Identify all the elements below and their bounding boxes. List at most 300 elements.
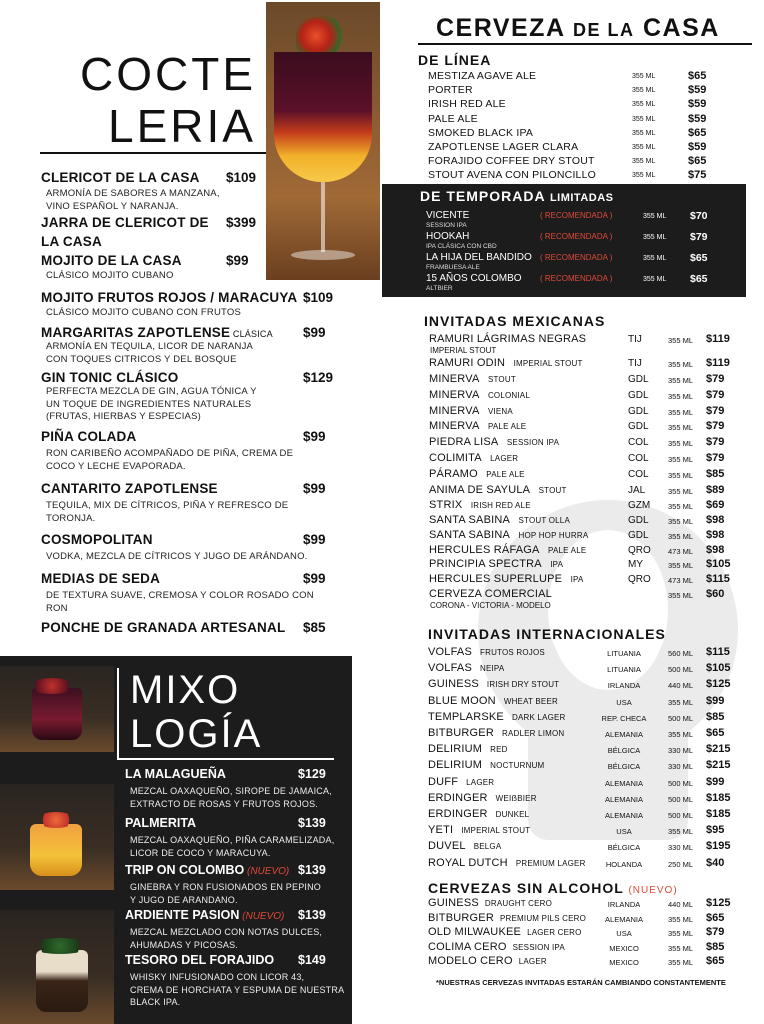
- na-beer-volume: 440 ML: [668, 900, 694, 909]
- recommended-badge: ( RECOMENDADA ): [540, 274, 613, 283]
- intl-beer-price: $65: [706, 727, 725, 739]
- guest-beer-origin: TIJ: [628, 358, 642, 369]
- beer-volume: 355 ML: [632, 129, 656, 137]
- guest-beer-price: $79: [706, 405, 725, 417]
- guest-beer-volume: 355 ML: [668, 408, 694, 417]
- intl-beer-name: DUFF LAGER: [428, 775, 495, 788]
- mexicanas-heading: [424, 313, 605, 329]
- guest-beer-name: STRIX IRISH RED ALE: [429, 499, 531, 511]
- intl-beer-name: VOLFAS FRUTOS ROJOS: [428, 646, 545, 658]
- na-beer-price: $79: [706, 926, 725, 938]
- temporada-heading-label: DE TEMPORADA: [420, 188, 546, 204]
- guest-beer-price: $79: [706, 373, 725, 385]
- intl-beer-price: $40: [706, 856, 725, 869]
- cocktail-price: $85: [303, 620, 326, 635]
- beer-name: MESTIZA AGAVE ALE: [428, 70, 537, 82]
- intl-beer-volume: 500 ML: [668, 794, 694, 804]
- guest-beer-origin: MY: [628, 559, 643, 570]
- seasonal-beer-price: $79: [690, 231, 708, 243]
- mixology-drink-description: GINEBRA Y RON FUSIONADOS EN PEPINO: [130, 882, 322, 892]
- intl-beer-name: TEMPLARSKE DARK LAGER: [428, 710, 566, 723]
- cocktail-description: TORONJA.: [46, 512, 96, 524]
- cocktail-description: PERFECTA MEZCLA DE GIN, AGUA TÓNICA Y: [46, 386, 257, 397]
- cocktail-name: GIN TONIC CLÁSICO: [41, 370, 179, 385]
- guest-beer-price: $79: [706, 389, 725, 401]
- guest-beer-volume: 355 ML: [668, 561, 694, 570]
- guest-beer-style: IPA: [547, 560, 564, 569]
- recommended-badge: ( RECOMENDADA ): [540, 232, 613, 241]
- intl-beer-price: $185: [706, 791, 731, 804]
- cocktail-description: CON TOQUES CITRICOS Y DEL BOSQUE: [46, 353, 237, 365]
- cocktail-price: $109: [303, 290, 334, 305]
- intl-beer-style: IMPERIAL STOUT: [461, 826, 531, 836]
- section-divider: [40, 152, 266, 154]
- title-line: MIXO: [130, 668, 241, 712]
- section-divider: [117, 668, 119, 760]
- guest-beer-origin: COL: [628, 453, 649, 464]
- guest-beer-volume: 355 ML: [668, 591, 694, 600]
- guest-beer-style: STOUT OLLA: [516, 516, 570, 525]
- na-beer-country: ALEMANIA: [605, 914, 643, 924]
- guest-beer-origin: COL: [628, 437, 649, 448]
- beer-name: FORAJIDO COFFEE DRY STOUT: [428, 155, 595, 168]
- cocktail-name: LA CASA: [41, 234, 102, 249]
- guest-beer-style: STOUT: [536, 486, 567, 495]
- intl-beer-volume: 355 ML: [668, 697, 694, 707]
- nuevo-badge: (NUEVO): [628, 885, 678, 896]
- guest-beer-name: SANTA SABINA HOP HOP HURRA: [429, 529, 589, 541]
- na-beer-name: OLD MILWAUKEE LAGER CERO: [428, 926, 582, 938]
- glass-icon: [36, 950, 88, 1012]
- beer-price: $65: [688, 126, 707, 139]
- flower-icon: [36, 812, 76, 828]
- cocktail-description: CLÁSICO MOJITO CUBANO CON FRUTOS: [46, 307, 242, 318]
- beer-name: PORTER: [428, 84, 473, 97]
- intl-beer-country: ALEMANIA: [605, 730, 643, 739]
- beer-price: $65: [688, 70, 707, 82]
- guest-beer-price: $79: [706, 452, 725, 464]
- intl-beer-volume: 440 ML: [668, 681, 694, 691]
- seasonal-beer-price: $70: [690, 210, 708, 222]
- mixology-drink-description: MEZCAL OAXAQUEÑO, SIROPE DE JAMAICA,: [130, 786, 332, 796]
- cocktail-description: COCO Y LECHE EVAPORADA.: [46, 460, 186, 472]
- intl-beer-volume: 500 ML: [668, 665, 694, 675]
- beer-price: $59: [688, 141, 707, 153]
- intl-beer-price: $215: [706, 759, 731, 772]
- intl-beer-country: BÉLGICA: [607, 843, 641, 853]
- beer-name: SMOKED BLACK IPA: [428, 126, 534, 139]
- cocktail-description: (FRUTAS, HIERBAS Y ESPECIAS): [46, 411, 201, 422]
- cocktail-price: $99: [303, 429, 326, 444]
- intl-beer-price: $195: [706, 840, 731, 853]
- guest-beer-origin: COL: [628, 469, 649, 480]
- glass-foot: [291, 250, 355, 260]
- section-divider: [118, 758, 334, 760]
- cocktail-description: UN TOQUE DE INGREDIENTES NATURALES: [46, 398, 252, 410]
- na-beer-country: USA: [616, 929, 632, 938]
- beer-name: IRISH RED ALE: [428, 98, 506, 111]
- intl-beer-style: DUNKEL: [495, 810, 530, 819]
- intl-beer-name: DUVEL BELGA: [428, 840, 502, 853]
- intl-beer-volume: 355 ML: [668, 730, 694, 739]
- guest-beer-price: $85: [706, 468, 725, 480]
- guest-beer-volume: 473 ML: [668, 576, 694, 585]
- beer-volume: 355 ML: [632, 87, 656, 95]
- mixology-drink-description: WHISKY INFUSIONADO CON LICOR 43,: [130, 972, 305, 982]
- mixology-drink-price: $149: [298, 953, 326, 967]
- glass-stem: [321, 182, 325, 252]
- guest-beer-name: COLIMITA LAGER: [429, 452, 519, 464]
- guest-beer-name: MINERVA COLONIAL: [429, 389, 530, 401]
- guest-beer-origin: GDL: [628, 515, 649, 526]
- beer-volume: 355 ML: [632, 158, 656, 166]
- na-beer-style: LAGER: [518, 957, 547, 966]
- na-beer-country: MEXICO: [609, 958, 639, 967]
- na-beer-style: DRAUGHT CERO: [484, 899, 553, 908]
- guest-beer-volume: 355 ML: [668, 487, 694, 496]
- recommended-badge: ( RECOMENDADA ): [540, 253, 613, 262]
- guest-beer-volume: 355 ML: [668, 423, 694, 432]
- title-word: CERVEZA: [436, 14, 565, 42]
- cocktail-description: VINO ESPAÑOL Y NARANJA.: [46, 200, 179, 212]
- guest-beer-volume: 355 ML: [668, 502, 694, 511]
- mixology-drink-name: TRIP ON COLOMBO (NUEVO): [125, 863, 290, 877]
- beer-name: STOUT AVENA CON PILONCILLO: [428, 169, 597, 182]
- beer-volume: 355 ML: [632, 101, 656, 109]
- guest-beer-volume: 355 ML: [668, 376, 694, 385]
- glass-icon: [32, 688, 82, 740]
- intl-beer-country: ALEMANIA: [605, 811, 643, 820]
- guest-beer-volume: 355 ML: [668, 360, 694, 369]
- section-divider: [418, 43, 752, 45]
- intl-beer-style: BELGA: [473, 842, 502, 852]
- intl-beer-style: WEIẞBIER: [495, 793, 537, 803]
- intl-beer-country: HOLANDA: [605, 859, 643, 869]
- guest-beer-name: SANTA SABINA STOUT OLLA: [429, 514, 570, 526]
- guest-beer-volume: 355 ML: [668, 532, 694, 541]
- intl-beer-style: WHEAT BEER: [503, 696, 558, 706]
- cocktail-description: TEQUILA, MIX DE CÍTRICOS, PIÑA Y REFRESCO DE: [46, 500, 289, 511]
- guest-beer-style: VIENA: [485, 407, 513, 416]
- beer-price: $65: [688, 155, 707, 168]
- cocktail-description: VODKA, MEZCLA DE CÍTRICOS Y JUGO DE ARÁNDANO.: [46, 551, 308, 562]
- guest-beer-origin: GDL: [628, 421, 649, 432]
- guest-beer-name: RAMURI ODIN IMPERIAL STOUT: [429, 357, 583, 369]
- intl-beer-country: USA: [616, 697, 632, 707]
- guest-beer-name: HERCULES RÁFAGA PALE ALE: [429, 544, 587, 556]
- mixology-drink-name: TESORO DEL FORAJIDO: [125, 953, 275, 967]
- na-beer-style: SESSION IPA: [512, 942, 565, 952]
- intl-beer-name: DELIRIUM RED: [428, 743, 508, 756]
- intl-beer-name: DELIRIUM NOCTURNUM: [428, 759, 545, 772]
- cocktail-price: $99: [303, 571, 326, 586]
- na-beer-price: $85: [706, 940, 725, 953]
- intl-beer-price: $105: [706, 662, 731, 675]
- guest-beer-style: IMPERIAL STOUT: [511, 359, 583, 368]
- intl-beer-style: RED: [490, 745, 508, 755]
- guest-beer-volume: 355 ML: [668, 392, 694, 401]
- intl-beer-name: YETI IMPERIAL STOUT: [428, 824, 531, 837]
- intl-beer-price: $125: [706, 678, 731, 691]
- beer-volume: 355 ML: [632, 172, 656, 180]
- beer-volume: 355 ML: [632, 144, 656, 151]
- na-beer-volume: 355 ML: [668, 943, 694, 953]
- intl-beer-volume: 330 ML: [668, 843, 694, 853]
- cocktail-description: DE TEXTURA SUAVE, CREMOSA Y COLOR ROSADO CON: [46, 590, 314, 601]
- nuevo-badge: (NUEVO): [239, 911, 285, 922]
- guest-beer-style: SESSION IPA: [504, 438, 560, 447]
- intl-beer-name: BITBURGER RADLER LIMON: [428, 727, 565, 739]
- seasonal-beer-volume: 355 ML: [643, 276, 667, 283]
- intl-beer-price: $185: [706, 808, 731, 820]
- na-beer-name: BITBURGER PREMIUM PILS CERO: [428, 911, 587, 924]
- guest-beer-price: $115: [706, 573, 730, 585]
- intl-beer-country: ALEMANIA: [605, 778, 643, 788]
- guest-beer-price: $98: [706, 514, 725, 526]
- intl-beer-name: ROYAL DUTCH PREMIUM LAGER: [428, 856, 586, 869]
- na-beer-style: LAGER CERO: [527, 928, 582, 937]
- cocktail-description: CLÁSICO MOJITO CUBANO: [46, 270, 174, 281]
- intl-beer-price: $99: [706, 694, 725, 707]
- intl-beer-price: $85: [706, 710, 725, 723]
- guest-beer-price: $79: [706, 436, 725, 448]
- intl-beer-country: LITUANIA: [607, 665, 641, 675]
- guest-beer-price: $98: [706, 544, 725, 556]
- guest-beer-volume: 355 ML: [668, 455, 694, 464]
- na-beer-name: COLIMA CERO SESSION IPA: [428, 940, 565, 953]
- na-beer-volume: 355 ML: [668, 929, 694, 938]
- guest-beer-volume: 355 ML: [668, 471, 694, 480]
- intl-beer-volume: 250 ML: [668, 859, 694, 869]
- na-beer-country: IRLANDA: [607, 900, 641, 909]
- guest-beer-name: HERCULES SUPERLUPE IPA: [429, 573, 584, 585]
- cocktail-description: RON CARIBEÑO ACOMPAÑADO DE PIÑA, CREMA DE: [46, 448, 294, 459]
- beer-volume: 355 ML: [632, 73, 656, 80]
- intl-beer-style: DARK LAGER: [511, 712, 566, 722]
- guest-beer-price: $105: [706, 558, 731, 570]
- intl-beer-style: FRUTOS ROJOS: [480, 648, 545, 657]
- na-beer-name: GUINESS DRAUGHT CERO: [428, 897, 553, 909]
- intl-beer-style: LAGER: [466, 777, 495, 787]
- intl-beer-price: $95: [706, 824, 725, 837]
- guest-beer-name: PRINCIPIA SPECTRA IPA: [429, 558, 564, 570]
- beer-volume: 355 ML: [632, 115, 656, 123]
- mixology-drink-price: $139: [298, 863, 326, 877]
- intl-beer-style: NOCTURNUM: [490, 761, 545, 771]
- guest-beer-origin: GDL: [628, 406, 649, 417]
- cocktail-variant: CLÁSICA: [230, 329, 273, 339]
- intl-beer-country: BÉLGICA: [607, 762, 641, 772]
- guest-beer-volume: 355 ML: [668, 517, 694, 526]
- footnote: *NUESTRAS CERVEZAS INVITADAS ESTARÁN CAMBIANDO CONSTANTEMENTE: [436, 978, 726, 987]
- mixology-drink-name: PALMERITA: [125, 816, 197, 830]
- cocktail-price: $129: [303, 370, 334, 385]
- intl-beer-country: IRLANDA: [607, 681, 641, 691]
- na-beer-price: $125: [706, 897, 731, 909]
- intl-beer-style: IRISH DRY STOUT: [486, 680, 560, 690]
- mixology-drink-price: $139: [298, 816, 326, 830]
- recommended-badge: ( RECOMENDADA ): [540, 211, 613, 220]
- intl-beer-country: LITUANIA: [607, 649, 641, 658]
- mixology-drink-description: LICOR DE COCO Y MARACUYA.: [130, 847, 271, 858]
- cocktail-photo: [266, 2, 380, 280]
- guest-beer-name: RAMURI LÁGRIMAS NEGRAS: [429, 333, 587, 345]
- guest-beer-origin: TIJ: [628, 334, 642, 345]
- intl-beer-country: ALEMANIA: [605, 794, 643, 804]
- cocteleria-title: [76, 48, 256, 152]
- guest-beer-style: LAGER: [487, 454, 519, 463]
- beer-name: ZAPOTLENSE LAGER CLARA: [428, 141, 579, 153]
- cocktail-price: $99: [303, 481, 326, 496]
- na-beer-volume: 355 ML: [668, 958, 694, 967]
- guest-beer-volume: 473 ML: [668, 547, 694, 556]
- mixology-drink-description: CREMA DE HORCHATA Y ESPUMA DE NUESTRA: [130, 984, 345, 995]
- title-word: CASA: [643, 14, 720, 42]
- beer-price: $75: [688, 169, 707, 182]
- guest-beer-style: COLONIAL: [485, 391, 530, 400]
- beer-price: $59: [688, 98, 707, 111]
- guest-beer-name: ANIMA DE SAYULA STOUT: [429, 484, 567, 496]
- seasonal-beer-volume: 355 ML: [643, 255, 667, 262]
- cocktail-name: PIÑA COLADA: [41, 429, 137, 444]
- berries-icon: [30, 678, 74, 694]
- drink-photo: [0, 666, 114, 752]
- drink-photo: [0, 910, 114, 1024]
- intl-beer-volume: 330 ML: [668, 746, 694, 756]
- guest-beer-name: PÁRAMO PALE ALE: [429, 468, 525, 480]
- beer-price: $59: [688, 84, 707, 97]
- seasonal-beer-name: VICENTE: [426, 210, 470, 221]
- cocktail-description: ARMONÍA DE SABORES A MANZANA,: [46, 188, 220, 199]
- mixology-drink-description: MEZCAL MEZCLADO CON NOTAS DULCES,: [130, 927, 323, 937]
- cocktail-name: CANTARITO ZAPOTLENSE: [41, 481, 218, 496]
- heading-word: MEXICANAS: [512, 313, 606, 329]
- beer-price: $59: [688, 112, 707, 125]
- intl-beer-name: GUINESS IRISH DRY STOUT: [428, 678, 560, 691]
- intl-beer-volume: 355 ML: [668, 827, 694, 837]
- temporada-subheading: LIMITADAS: [549, 192, 614, 204]
- mixology-drink-name: ARDIENTE PASION (NUEVO): [125, 908, 285, 922]
- internacionales-heading: INVITADAS INTERNACIONALES: [428, 626, 666, 642]
- guest-beer-origin: QRO: [628, 574, 651, 585]
- mixology-drink-description: Y JUGO DE ARANDANO.: [130, 894, 238, 905]
- garnish-flower-icon: [296, 16, 346, 56]
- intl-beer-price: $115: [706, 646, 730, 658]
- cocktail-name: MARGARITAS ZAPOTLENSE CLÁSICA: [41, 325, 273, 340]
- glass-icon: [30, 824, 82, 876]
- intl-beer-volume: 500 ML: [668, 811, 694, 820]
- title-line: LOGÍA: [130, 712, 263, 756]
- mixology-drink-price: $139: [298, 908, 326, 922]
- drink-photo: [0, 784, 114, 890]
- sin-alcohol-heading-label: CERVEZAS SIN ALCOHOL: [428, 880, 624, 896]
- cocktail-name: MOJITO FRUTOS ROJOS / MARACUYA: [41, 290, 298, 305]
- cocktail-price: $399: [226, 215, 257, 230]
- seasonal-beer-style: IPA CLÁSICA CON CBD: [426, 243, 497, 250]
- guest-beer-price: $98: [706, 529, 725, 541]
- temporada-heading: [420, 188, 614, 204]
- seasonal-beer-price: $65: [690, 252, 708, 264]
- intl-beer-country: BÉLGICA: [607, 746, 641, 756]
- herb-icon: [30, 938, 90, 954]
- intl-beer-style: RADLER LIMON: [501, 729, 565, 738]
- intl-beer-name: ERDINGER WEIẞBIER: [428, 791, 537, 804]
- intl-beer-country: REP. CHECA: [601, 713, 647, 723]
- cocktail-description: ARMONÍA EN TEQUILA, LICOR DE NARANJA: [46, 341, 254, 352]
- seasonal-beer-style: FRAMBUESA ALE: [426, 264, 480, 271]
- mixology-drink-price: $129: [298, 767, 326, 781]
- guest-beer-volume: 355 ML: [668, 439, 694, 448]
- na-beer-price: $65: [706, 955, 725, 967]
- mixology-drink-description: MEZCAL OAXAQUEÑO, PIÑA CARAMELIZADA,: [130, 835, 335, 845]
- guest-beer-price: $119: [706, 333, 730, 345]
- cocktail-name: MEDIAS DE SEDA: [41, 571, 161, 586]
- mixology-drink-description: EXTRACTO DE ROSAS Y FRUTOS ROJOS.: [130, 798, 318, 809]
- intl-beer-price: $215: [706, 743, 731, 756]
- title-word: DE LA: [573, 20, 635, 40]
- intl-beer-style: NEIPA: [480, 664, 505, 674]
- guest-beer-origin: JAL: [628, 485, 646, 496]
- seasonal-beer-price: $65: [690, 273, 708, 285]
- sin-alcohol-heading: [428, 880, 678, 896]
- cocktail-name: JARRA DE CLERICOT DE: [41, 215, 209, 230]
- guest-beer-price: $60: [706, 588, 725, 600]
- na-beer-volume: 355 ML: [668, 914, 694, 924]
- guest-beer-price: $89: [706, 484, 725, 496]
- intl-beer-name: ERDINGER DUNKEL: [428, 808, 530, 820]
- na-beer-country: MEXICO: [609, 943, 639, 953]
- title-line: LERIA: [108, 100, 256, 152]
- intl-beer-country: USA: [616, 827, 632, 837]
- guest-beer-substyle: IMPERIAL STOUT: [430, 346, 497, 355]
- guest-beer-origin: QRO: [628, 545, 651, 556]
- cocktail-description: RON: [46, 602, 68, 614]
- cocktail-price: $99: [303, 532, 326, 547]
- guest-beer-name: CERVEZA COMERCIAL: [429, 588, 553, 600]
- guest-beer-name: MINERVA STOUT: [429, 373, 516, 385]
- nuevo-badge: (NUEVO): [244, 866, 290, 877]
- na-beer-name: MODELO CERO LAGER: [428, 955, 547, 967]
- guest-beer-origin: GDL: [628, 530, 649, 541]
- intl-beer-name: BLUE MOON WHEAT BEER: [428, 694, 558, 707]
- guest-beer-name: MINERVA PALE ALE: [429, 420, 527, 432]
- guest-beer-style: IPA: [568, 575, 584, 584]
- guest-beer-origin: GZM: [628, 500, 651, 511]
- cocktail-name: CLERICOT DE LA CASA: [41, 170, 200, 185]
- guest-beer-style: PALE ALE: [545, 546, 587, 555]
- intl-beer-price: $99: [706, 775, 725, 788]
- seasonal-beer-name: 15 AÑOS COLOMBO: [426, 273, 522, 284]
- guest-beer-origin: GDL: [628, 374, 649, 385]
- guest-beer-style: PALE ALE: [483, 470, 525, 479]
- cerveza-title: [436, 14, 720, 43]
- mixologia-title: [130, 668, 262, 756]
- na-beer-price: $65: [706, 911, 725, 924]
- intl-beer-style: PREMIUM LAGER: [515, 858, 586, 868]
- guest-beer-substyle: CORONA - VICTORIA - MODELO: [430, 601, 551, 610]
- intl-beer-volume: 500 ML: [668, 713, 694, 723]
- cocktail-price: $99: [303, 325, 326, 340]
- guest-beer-price: $119: [706, 357, 730, 369]
- intl-beer-volume: 330 ML: [668, 762, 694, 772]
- guest-beer-style: IRISH RED ALE: [468, 501, 531, 510]
- intl-beer-volume: 500 ML: [668, 778, 694, 788]
- guest-beer-origin: GDL: [628, 390, 649, 401]
- guest-beer-price: $79: [706, 420, 725, 432]
- guest-beer-style: STOUT: [485, 375, 516, 384]
- cocktail-price: $99: [226, 253, 249, 268]
- seasonal-beer-name: HOOKAH: [426, 231, 470, 242]
